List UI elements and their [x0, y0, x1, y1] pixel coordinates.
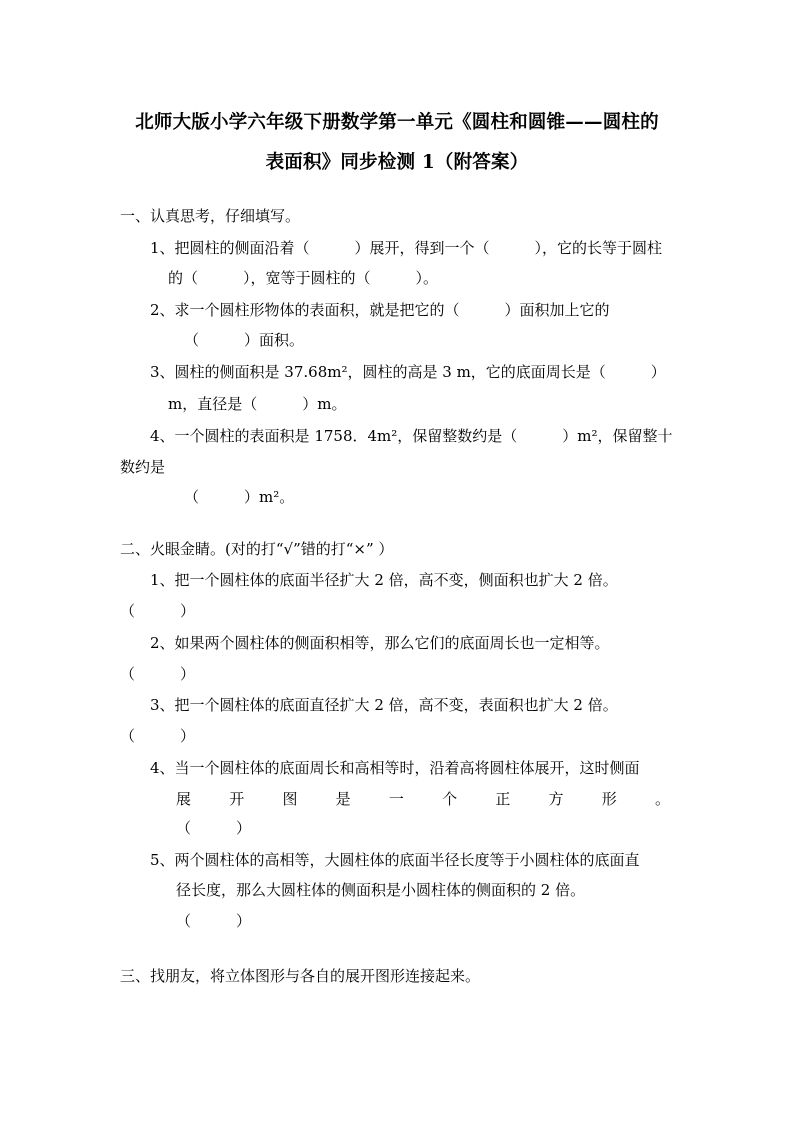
section2-q5-line1: 5、两个圆柱体的高相等，大圆柱体的底面半径长度等于小圆柱体的底面直 [150, 851, 640, 869]
section1-q2-line1: 2、求一个圆柱形物体的表面积，就是把它的（ ）面积加上它的 [150, 301, 610, 319]
section2-q5-line2: 径长度，那么大圆柱体的侧面积是小圆柱体的侧面积的 2 倍。 [176, 881, 586, 899]
title-line-2: 表面积》同步检测 1（附答案） [265, 152, 529, 173]
section1-q4-line1: 4、一个圆柱的表面积是 1758．4m²，保留整数约是（ ）m²，保留整十 [150, 427, 673, 445]
section1-q1-line2: 的（ ），宽等于圆柱的（ ）。 [168, 269, 439, 287]
section2-q4-char: 方 [548, 790, 564, 808]
section2-q2-answer: （ ） [120, 665, 196, 683]
section1-q3-line1: 3、圆柱的侧面积是 37.68m²，圆柱的高是 3 m，它的底面周长是（ ） [150, 363, 666, 381]
section2-q1-line1: 1、把一个圆柱体的底面半径扩大 2 倍，高不变，侧面积也扩大 2 倍。 [150, 571, 618, 589]
section2-q1-answer: （ ） [120, 602, 196, 620]
section2-q3-line1: 3、把一个圆柱体的底面直径扩大 2 倍，高不变，表面积也扩大 2 倍。 [150, 696, 618, 714]
section2-q4-line2 [176, 789, 670, 809]
title-line-1: 北师大版小学六年级下册数学第一单元《圆柱和圆锥——圆柱的 [135, 112, 659, 133]
section1-q2-line2: （ ）面积。 [184, 331, 305, 349]
section2-q4-char: 正 [495, 790, 511, 808]
section2-q4-char: 展 [176, 790, 192, 808]
section2-q5-answer: （ ） [176, 912, 252, 930]
section2-q3-answer: （ ） [120, 727, 196, 745]
section1-q4-line2: 数约是 [120, 458, 166, 476]
section2-q4-char: 一 [388, 790, 404, 808]
section2-heading: 二、火眼金睛。(对的打“√”错的打“×” ） [120, 540, 394, 558]
section1-q4-line3: （ ）m²。 [184, 488, 295, 506]
section1-heading: 一、认真思考，仔细填写。 [120, 207, 301, 225]
section2-q4-char: 个 [442, 790, 458, 808]
section1-q1-line1: 1、把圆柱的侧面沿着（ ）展开，得到一个（ ），它的长等于圆柱 [150, 239, 663, 257]
section1-q3-line2: m，直径是（ ）m。 [168, 395, 347, 413]
section3-heading: 三、找朋友，将立体图形与各自的展开图形连接起来。 [120, 967, 481, 985]
section2-q4-char: 开 [229, 790, 245, 808]
section2-q4-char: 形 [601, 790, 617, 808]
section2-q2-line1: 2、如果两个圆柱体的侧面积相等，那么它们的底面周长也一定相等。 [150, 634, 610, 652]
section2-q4-answer: （ ） [176, 819, 252, 837]
section2-q4-char: 图 [282, 790, 298, 808]
section2-q4-char: 。 [654, 790, 670, 808]
section2-q4-line1: 4、当一个圆柱体的底面周长和高相等时，沿着高将圆柱体展开，这时侧面 [150, 759, 640, 777]
section2-q4-char: 是 [335, 790, 351, 808]
